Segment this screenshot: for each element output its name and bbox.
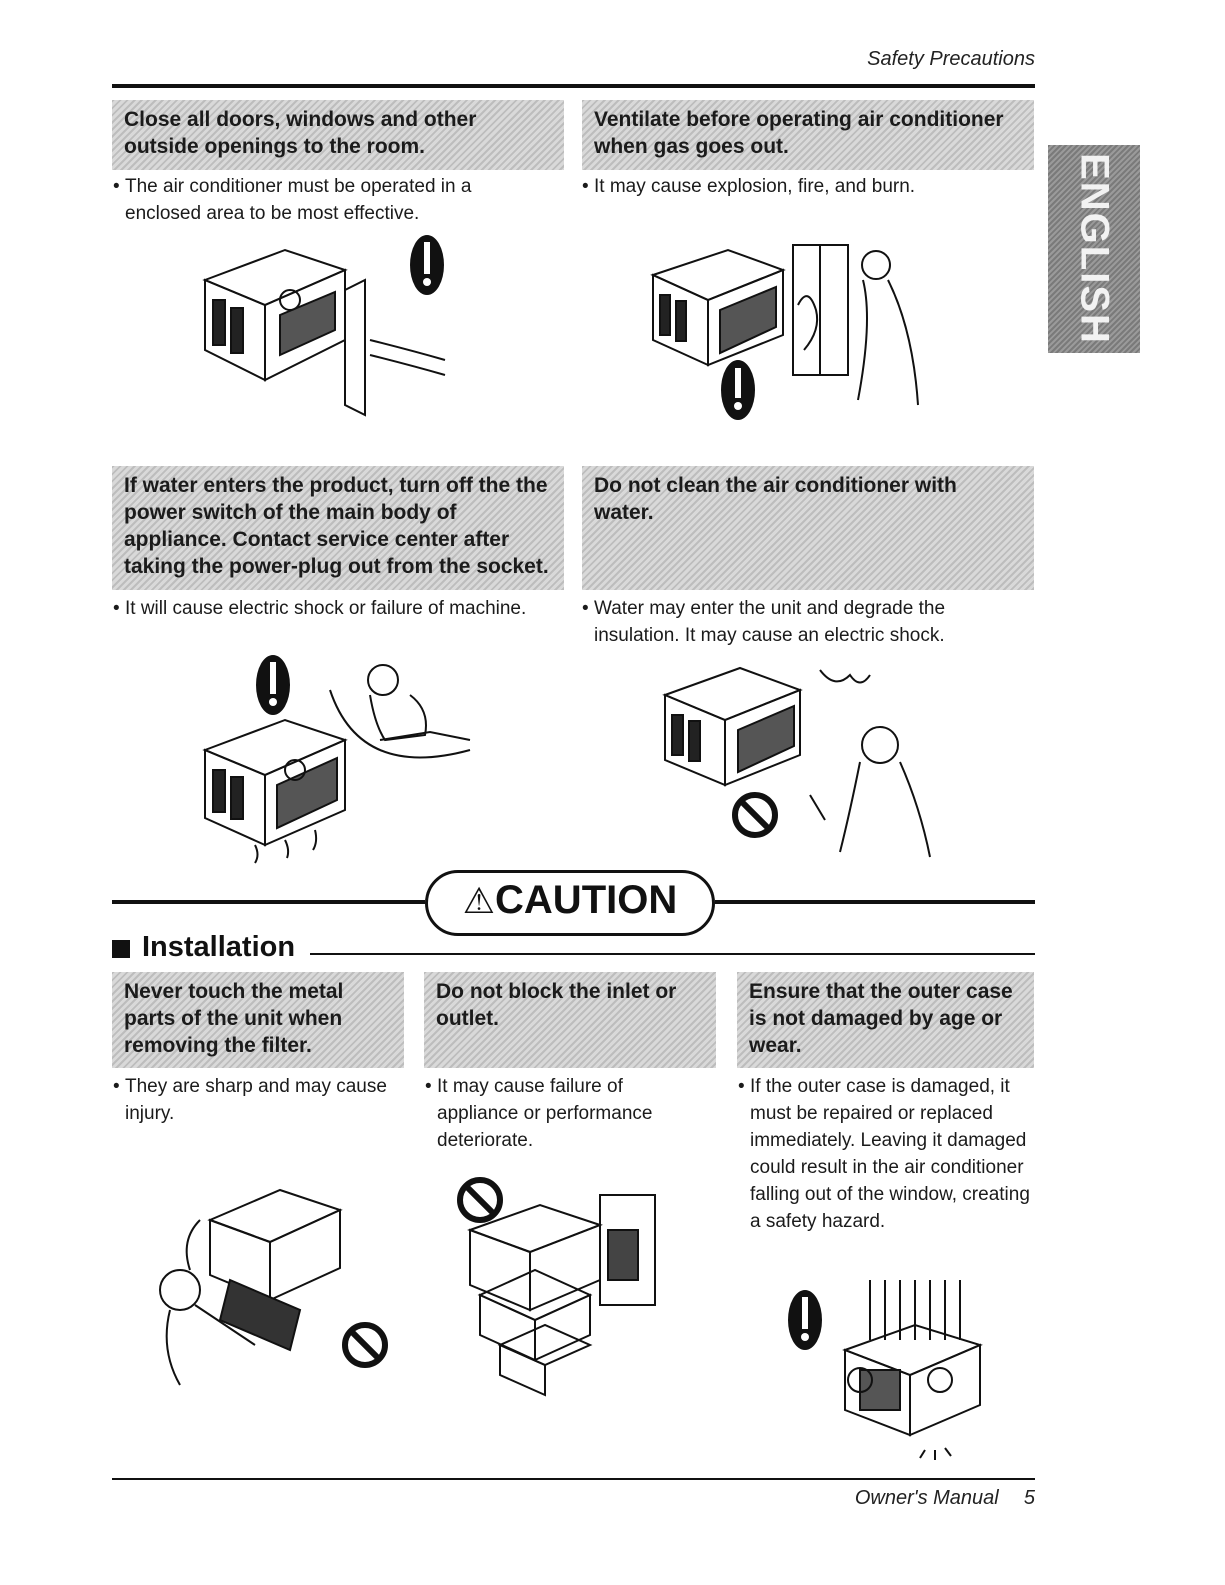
bottom-divider xyxy=(112,1478,1035,1480)
warning-2-text: • It may cause explosion, fire, and burn. xyxy=(594,173,1014,200)
section-title xyxy=(142,931,295,964)
warning-3-heading: If water enters the product, turn off the the power switch of the main body of appliance. Contact service center after taking the power-plug out from the socket. xyxy=(112,466,564,590)
install-2-text: • It may cause failure of appliance or performance deteriorate. xyxy=(437,1073,707,1154)
warning-3-text: • It will cause electric shock or failure of machine. xyxy=(125,595,545,622)
warning-1-text: • The air conditioner must be operated in a enclosed area to be most effective. xyxy=(125,173,545,227)
warning-4-illustration xyxy=(660,650,960,860)
install-1-illustration xyxy=(140,1180,400,1390)
warning-1-heading: Close all doors, windows and other outside openings to the room. xyxy=(112,100,564,170)
caution-label xyxy=(425,878,715,923)
language-tab-label: ENGLISH xyxy=(1072,153,1117,345)
install-2-heading: Do not block the inlet or outlet. xyxy=(424,972,716,1068)
install-3-heading: Ensure that the outer case is not damaged by age or wear. xyxy=(737,972,1034,1068)
warning-4-heading: Do not clean the air conditioner with water. xyxy=(582,466,1034,590)
warning-4-text: • Water may enter the unit and degrade the insulation. It may cause an electric shock. xyxy=(594,595,1014,649)
language-tab xyxy=(1048,145,1140,353)
warning-2-heading: Ventilate before operating air conditioner when gas goes out. xyxy=(582,100,1034,170)
warning-2-illustration xyxy=(648,235,948,435)
page-number: 5 xyxy=(1023,1487,1035,1509)
section-bullet-icon xyxy=(112,940,130,958)
caution-line-right xyxy=(715,900,1035,904)
install-1-text: • They are sharp and may cause injury. xyxy=(125,1073,395,1127)
install-3-text: • If the outer case is damaged, it must be repaired or replaced immediately. Leaving it damaged could result in the air conditioner falling out of the window, creating a safety hazard. xyxy=(750,1073,1030,1235)
install-2-illustration xyxy=(450,1170,680,1400)
page-header-title: Safety Precautions xyxy=(867,48,1035,70)
caution-line-left xyxy=(112,900,425,904)
install-1-heading: Never touch the metal parts of the unit when removing the filter. xyxy=(112,972,404,1068)
footer-title: Owner's Manual xyxy=(854,1487,999,1509)
warning-1-illustration xyxy=(195,230,465,430)
top-divider xyxy=(112,84,1035,88)
section-divider xyxy=(310,953,1035,955)
page-footer xyxy=(700,1487,1035,1510)
section-title-text: Installation xyxy=(142,931,296,963)
install-3-illustration xyxy=(765,1280,1005,1470)
warning-3-illustration xyxy=(195,650,495,865)
warning-triangle-icon: ⚠ xyxy=(462,880,496,921)
caution-text: CAUTION xyxy=(495,878,678,922)
